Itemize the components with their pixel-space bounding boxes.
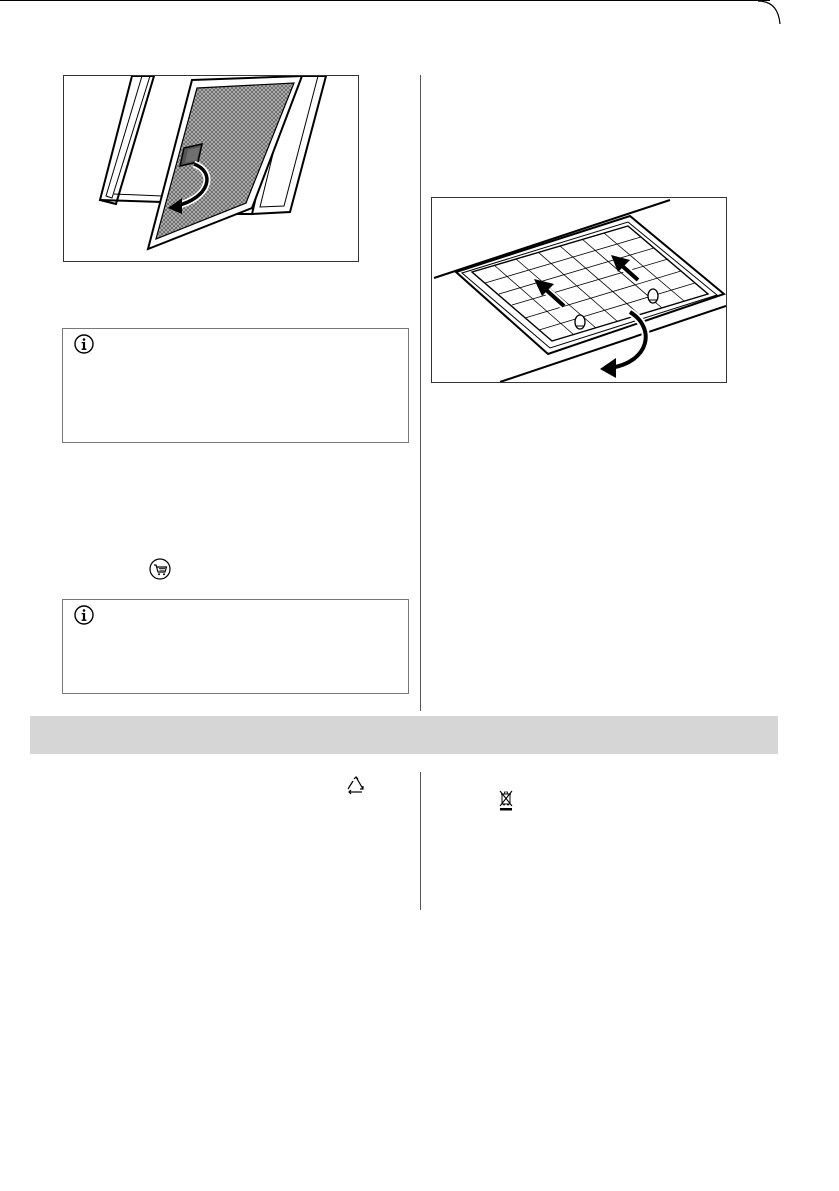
info-box-2 [62, 599, 409, 694]
filter-insert-illustration [432, 198, 726, 382]
grease-filter-removal-figure [63, 75, 359, 262]
header-rule [0, 0, 770, 1]
section-heading-band [30, 716, 778, 754]
column-divider-lower [420, 772, 421, 910]
info-box-1 [62, 328, 409, 443]
header-corner-arc [758, 0, 782, 24]
filter-release-illustration [64, 76, 358, 261]
info-icon [74, 605, 94, 625]
recycle-icon [345, 775, 367, 797]
crossed-out-bin-icon [498, 789, 514, 811]
column-divider-upper [420, 75, 421, 711]
grease-filter-install-figure [431, 197, 727, 383]
shopping-cart-icon [149, 558, 171, 580]
info-icon [74, 334, 94, 354]
